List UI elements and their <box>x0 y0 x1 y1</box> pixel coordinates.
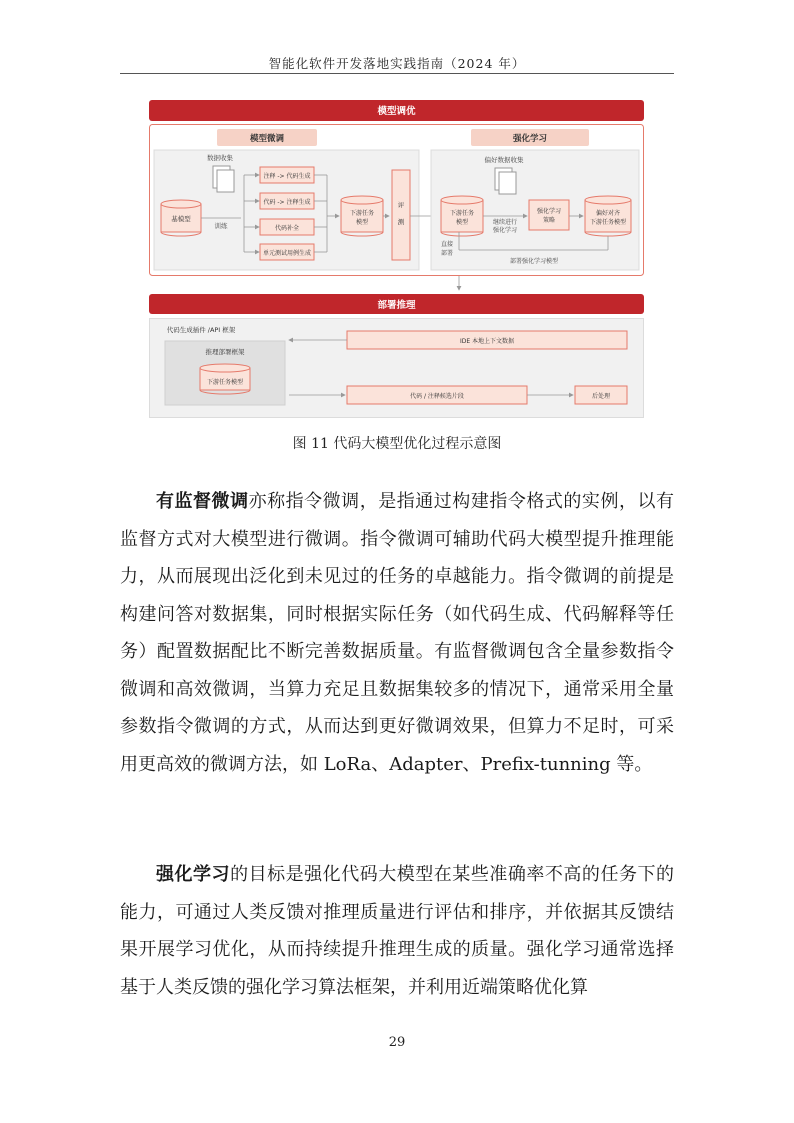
direct-deploy-label-2: 部署 <box>441 250 454 257</box>
continue-rl-label-2: 强化学习 <box>492 227 518 234</box>
data-collect-label: 数据收集 <box>207 154 233 162</box>
ide-context-label: IDE 本地上下文数据 <box>459 338 515 345</box>
evaluate-label-1: 评 <box>397 201 405 209</box>
rl-strategy-label-2: 策略 <box>542 217 556 224</box>
task-label-4: 单元测试用例生成 <box>262 250 312 257</box>
direct-deploy-label-1: 直接 <box>441 241 454 248</box>
preference-document-icon <box>495 168 516 194</box>
optimization-diagram <box>149 100 644 418</box>
paragraph-2-text: 的目标是强化代码大模型在某些准确率不高的任务下的能力，可通过人类反馈对推理质量进行评估和排序，并依据其反馈结果开展学习优化，从而持续提升推理生成的质量。强化学习通常选择基于人类反馈的强化学习算法框架，并利用近端策略优化算 <box>120 864 675 998</box>
rl-downstream-label-2: 模型 <box>455 219 469 226</box>
document-icon <box>213 166 234 192</box>
paragraph-reinforcement-learning <box>120 856 674 1006</box>
post-process-label: 后处理 <box>591 393 611 400</box>
header-rule <box>120 73 674 74</box>
rl-strategy-label-1: 强化学习 <box>536 208 562 215</box>
deploy-rl-label: 部署强化学习模型 <box>509 258 559 265</box>
evaluate-label-2: 测 <box>397 218 405 226</box>
train-label: 训练 <box>214 222 228 230</box>
deploy-banner-label: 部署推理 <box>377 300 416 311</box>
task-label-1: 注释 -> 代码生成 <box>263 173 311 180</box>
task-label-2: 代码 -> 注释生成 <box>263 199 311 206</box>
paragraph-1-text: 亦称指令微调，是指通过构建指令格式的实例，以有监督方式对大模型进行微调。指令微调可辅助代码大模型提升推理能力，从而展现出泛化到未见过的任务的卓越能力。指令微调的前提是构建问答对数据集，同时根据实际任务（如代码生成、代码解释等任务）配置数据配比不断完善数据质量。有监督微调包含全量参数指令微调和高效微调，当算力充足且数据集较多的情况下，通常采用全量参数指令微调的方式，从而达到更好微调效果，但算力不足时，可采用更高效的微调方法，如 LoRa、Adapter、Prefix-tunning 等。 <box>120 491 674 775</box>
rl-downstream-label-1: 下游任务 <box>449 210 475 217</box>
continue-rl-label-1: 继续进行 <box>492 219 518 226</box>
aligned-model-label-1: 偏好对齐 <box>595 210 621 217</box>
downstream-model-label-1: 下游任务 <box>349 210 375 217</box>
downstream-model-label-2: 模型 <box>355 219 369 226</box>
rl-title: 强化学习 <box>512 134 548 144</box>
finetune-title: 模型微调 <box>249 134 285 144</box>
evaluate-box <box>392 170 410 260</box>
figure-caption: 图 11 代码大模型优化过程示意图 <box>292 436 502 452</box>
rl-strategy-box <box>529 200 569 230</box>
page-number: 29 <box>388 1035 406 1050</box>
pref-collect-label: 偏好数据收集 <box>484 156 524 164</box>
task-label-3: 代码补全 <box>274 225 300 232</box>
keyword-reinforcement-learning: 强化学习 <box>156 864 231 885</box>
aligned-model-label-2: 下游任务模型 <box>589 219 627 226</box>
keyword-supervised-finetune: 有监督微调 <box>156 491 249 512</box>
code-snippet-label: 代码 / 注释候选片段 <box>410 393 464 400</box>
inference-framework-label: 推理部署框架 <box>205 348 245 356</box>
base-model-label: 基模型 <box>171 215 191 223</box>
running-header: 智能化软件开发落地实践指南（2024 年） <box>268 56 526 71</box>
model-tuning-banner-label: 模型调优 <box>377 106 416 117</box>
deploy-model-label: 下游任务模型 <box>206 379 244 386</box>
paragraph-supervised-finetune <box>120 483 674 783</box>
plugin-framework-label: 代码生成插件 /API 框架 <box>166 326 236 334</box>
